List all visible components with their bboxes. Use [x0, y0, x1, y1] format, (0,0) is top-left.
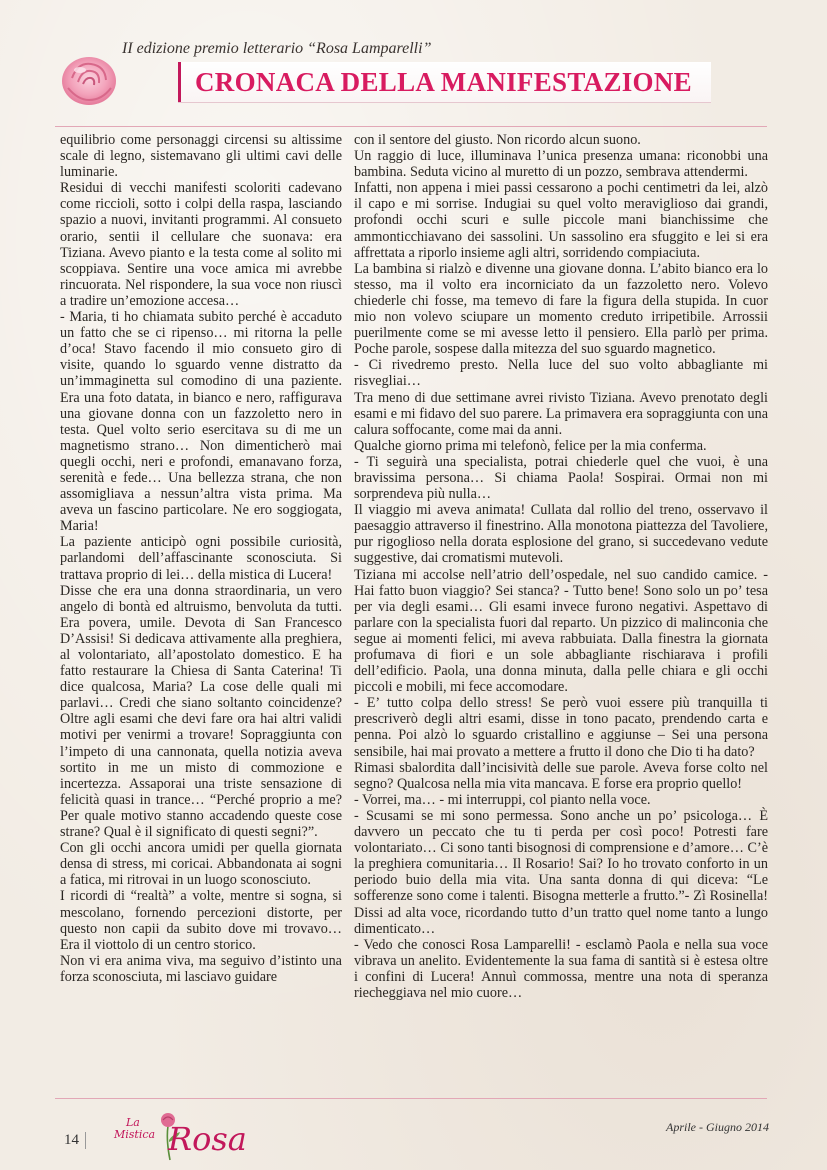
section-title-banner [178, 62, 711, 102]
paragraph: Residui di vecchi manifesti scoloriti cadevano come riccioli, sotto i colpi della raspa, lasciando spazio a nuovi, invitanti programmi. Al consueto orario, sentii il cellulare che suonava: era Tiziana. Avevo pianto e la testa come al solito mi scoppiava. Sentire una voce amica mi avrebbe rincuorata. Nel rispondere, la sua voce non riuscì a tradire un’emozione accesa… [60, 180, 342, 309]
page-number: 14 [64, 1132, 86, 1149]
paragraph: - Maria, ti ho chiamata subito perché è accaduto un fatto che se ci ripenso… mi ritorna la pelle d’oca! Stavo facendo il mio consueto giro di visite, quando lo sguardo venne distratto da un’immaginetta sul comodino di una paziente. Era una foto datata, in bianco e nero, raffigurava una giovane donna con un fazzoletto nero in testa. Quel volto serio esercitava su di me un magnetismo strano… Non dimenticherò mai quegli occhi, neri e profondi, emanavano forza, serenità e fede… Una bellezza strana, che non assomigliava a nessun’altra vista prima. Ma aveva un fascino particolare. Ne ero soggiogata, Maria! [60, 309, 342, 535]
paragraph: Disse che era una donna straordinaria, un vero angelo di bontà ed altruismo, benvoluta da tutti. Era povera, umile. Devota di San Francesco D’Assisi! Si dedicava attivamente alla preghiera, al volontariato, all’apostolato domestico. E ha fatto restaurare la Chiesa di Santa Caterina! Ti dice qualcosa, Maria? La cose delle quali mi parlavi… Credi che siano soltanto coincidenze? Oltre agli esami che devi fare ora hai altri validi motivi per venirmi a trovare! Sopraggiunta con l’impeto di una cannonata, quella notizia aveva sortito in me un misto di commozione e incertezza. Assaporai una triste sensazione di felicità quasi in trance… “Perché proprio a me? Per quale motivo stanno accadendo queste cose strane? Qual è il significato di questi segni?”. [60, 582, 342, 841]
section-title: CRONACA DELLA MANIFESTAZIONE [195, 67, 692, 97]
paragraph: I ricordi di “realtà” a volte, mentre si sogna, si mescolano, fornendo percezioni distorte, per questo non capii da subito dove mi trovavo… Era il viottolo di un centro storico. [60, 888, 342, 953]
paragraph: - Vedo che conosci Rosa Lamparelli! - esclamò Paola e nella sua voce vibrava un anelito. Evidentemente la sua fama di santità si è estesa oltre i confini di Lucera! Annuì commossa, mentre una nota di speranza riecheggiava nel mio cuore… [354, 936, 768, 1001]
paragraph: La bambina si rialzò e divenne una giovane donna. L’abito bianco era lo stesso, ma il volto era incorniciato da un fazzoletto nero. Volevo chiederle chi fosse, ma temevo di fare la figura della stupida. In cuor mio non volevo sciupare un momento creduto irripetibile. Arrossii puerilmente come se mi avesse letto il pensiero. Ella parlò per prima. Poche parole, sospese dalla mitezza del suo sguardo magnetico. [354, 260, 768, 358]
magazine-logo [96, 1110, 246, 1162]
paragraph: equilibrio come personaggi circensi su altissime scale di legno, sistemavano gli ultimi cavi delle luminarie. [60, 132, 342, 181]
paragraph: con il sentore del giusto. Non ricordo alcun suono. [354, 132, 641, 148]
paragraph: Non vi era anima viva, ma seguivo d’istinto una forza sconosciuta, mi lasciavo guidare [60, 952, 342, 985]
paragraph: - Ci rivedremo presto. Nella luce del suo volto abbagliante mi risvegliai… [354, 357, 768, 390]
edition-subtitle: II edizione premio letterario “Rosa Lamparelli” [122, 40, 432, 57]
paragraph: - E’ tutto colpa dello stress! Se però vuoi essere più tranquilla ti prescriverò degli altri esami, disse in tono pacato, prendendo carta e penna. Poi alzò lo sguardo cristallino e aggiunse – Sei una persona sensibile, hai mai provato a mettere a frutto il dono che Dio ti ha dato? [354, 695, 768, 760]
rose-icon [58, 48, 120, 110]
paragraph: Con gli occhi ancora umidi per quella giornata densa di stress, mi coricai. Abbandonata ai sogni a fatica, mi ritrovai in un luogo sconosciuto. [60, 840, 342, 889]
paragraph: Tra meno di due settimane avrei rivisto Tiziana. Avevo prenotato degli esami e mi fidavo del suo parere. La primavera era sopraggiunta con una calura soffocante, come mai da anni. [354, 389, 768, 438]
logo-text-rosa: Rosa [168, 1120, 247, 1158]
logo-text-la: La [126, 1116, 140, 1129]
issue-date: Aprile - Giugno 2014 [666, 1120, 769, 1134]
top-divider [55, 126, 767, 127]
paragraph: Rimasi sbalordita dall’incisività delle sue parole. Aveva forse colto nel segno? Qualcosa nella mia vita mancava. E forse era proprio quello! [354, 759, 768, 792]
paragraph: - Scusami se mi sono permessa. Sono anche un po’ psicologa… È davvero un peccato che tu ti perda per così poco! Potresti fare volontariato… Ci sono tanti bisognosi di comprensione e d’amore… C’è la preghiera comunitaria… Il Rosario! Sai? Io ho trovato conforto in un periodo buio della mia vita. Una santa donna di qui diceva: “Le sofferenze sono come i talenti. Bisogna metterle a frutto.”- Zì Rosinella! Dissi ad alta voce, ricordando tutto d’un tratto quel nome tanto a lungo dimenticato… [354, 807, 768, 937]
paragraph: Tiziana mi accolse nell’atrio dell’ospedale, nel suo candido camice. - Hai fatto buon viaggio? Sei stanca? - Tutto bene! Sono solo un po’ tesa per via degli esami… Gli esami invece furono negativi. Aspettavo di parlare con la specialista fuori dal reparto. Un pizzico di malinconia che segue ai momenti felici, mi aveva rabbuiata. Dalla finestra la giornata profumava di fiori e un sole abbagliante rischiarava i profili dell’edificio. Paola, una donna minuta, dalla pelle chiara e gli occhi piccoli e mobili, mi fece accomodare. [354, 566, 768, 696]
paragraph: - Vorrei, ma… - mi interruppi, col pianto nella voce. [354, 791, 651, 808]
paragraph: Un raggio di luce, illuminava l’unica presenza umana: riconobbi una bambina. Seduta vicino al muretto di un pozzo, sembrava attendermi. [354, 148, 768, 181]
paragraph: Qualche giorno prima mi telefonò, felice per la mia conferma. [354, 437, 707, 454]
right-column [354, 132, 768, 1001]
paragraph: Infatti, non appena i miei passi cessarono a pochi centimetri da lei, alzò il capo e mi sorrise. Indugiai su quel volto meraviglioso dai grandi, profondi occhi scuri e sulle piccole mani bianchissime che ammonticchiavano dei sassolini. Un sassolino era sfuggito e lei si era affrettata a riporlo insieme agli altri, sorridendo compiaciuta. [354, 180, 768, 261]
paragraph: Il viaggio mi aveva animata! Cullata dal rollio del treno, osservavo il paesaggio attraverso il finestrino. Alla monotona piattezza del Tavoliere, pur rigoglioso nella dorata esplosione del grano, si succedevano vedute suggestive, dai cromatismi mutevoli. [354, 502, 768, 567]
left-column [60, 132, 342, 985]
paragraph: - Ti seguirà una specialista, potrai chiederle quel che vuoi, è una bravissima persona… Si chiama Paola! Sospirai. Ormai non mi sorprendeva più nulla… [354, 453, 768, 503]
bottom-divider [55, 1098, 767, 1099]
paragraph: La paziente anticipò ogni possibile curiosità, parlandomi dell’affascinante sconosciuta. Si trattava proprio di lei… della mistica di Lucera! [60, 534, 342, 583]
logo-text-mistica: Mistica [114, 1128, 156, 1141]
